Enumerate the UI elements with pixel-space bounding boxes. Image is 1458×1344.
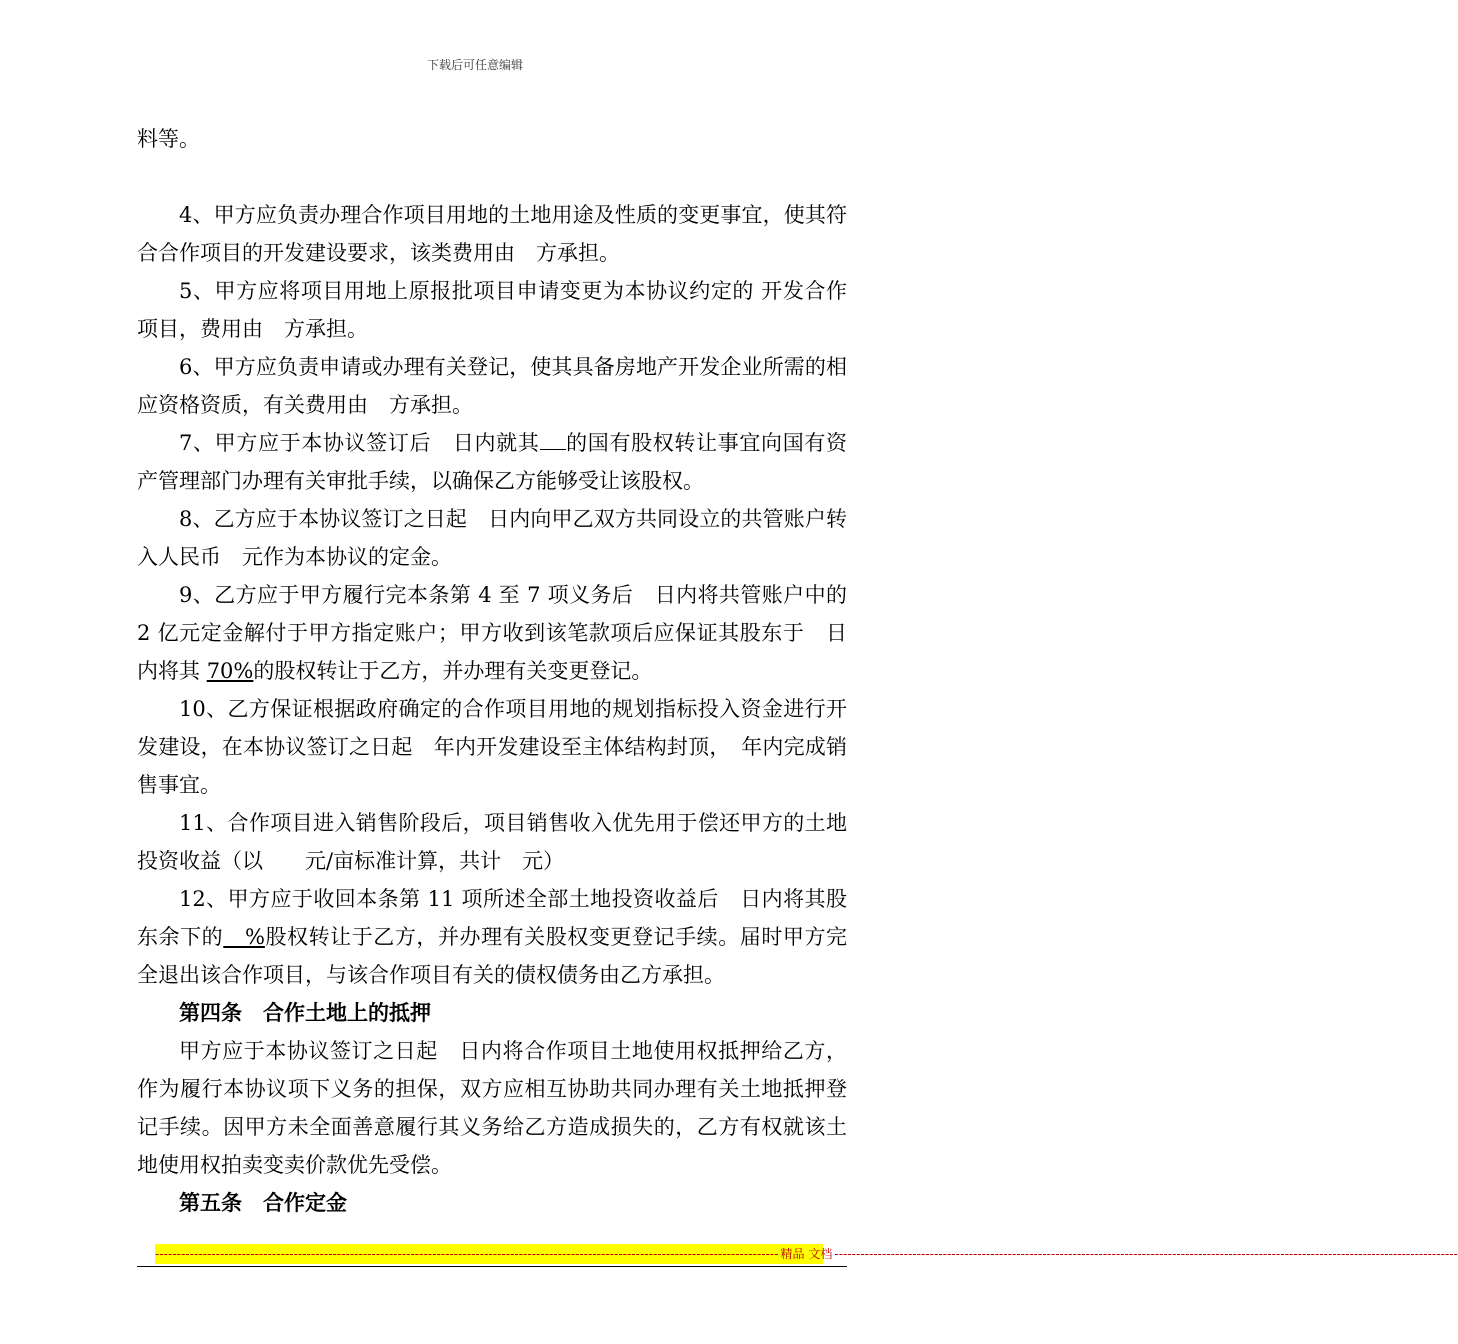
clause-item-11: 11、合作项目进入销售阶段后，项目销售收入优先用于偿还甲方的土地投资收益（以 元/亩标准计算，共计 元） (137, 811, 847, 873)
clause-item-5: 5、甲方应将项目用地上原报批项目申请变更为本协议约定的 开发合作项目，费用由 方承担。 (137, 279, 847, 341)
footer-label: 精品 文档 (780, 1247, 833, 1261)
clause-item-4: 4、甲方应负责办理合作项目用地的土地用途及性质的变更事宜，使其符合合作项目的开发建设要求，该类费用由 方承担。 (137, 203, 847, 265)
footer-banner (155, 1244, 1458, 1264)
clause-item-9 (137, 576, 847, 690)
paragraph-gap (137, 158, 847, 196)
clause-item-9-part-a: 9、乙方应于甲方履行完本条第 4 至 7 项义务后 日内将共管账户中的 2 亿元定金解付于甲方指定账户；甲方收到该笔款项后应保证其股东于 日内将其 (137, 583, 847, 683)
article-5-heading: 第五条 合作定金 (179, 1190, 347, 1215)
page-header-note: 下载后可任意编辑 (426, 58, 523, 72)
article-4-heading: 第四条 合作土地上的抵押 (179, 1000, 431, 1025)
clause-item-10: 10、乙方保证根据政府确定的合作项目用地的规划指标投入资金进行开发建设，在本协议签订之日起 年内开发建设至主体结构封顶， 年内完成销售事宜。 (137, 697, 847, 797)
footer-dash-right: ------------------------------------------------------------------------------------------------------------------------------------------------ (834, 1247, 1458, 1261)
clause-item-12-part-a: 12、甲方应于收回本条第 11 项所述全部土地投资收益后 日内将其股东余下的 (137, 887, 847, 949)
clause-item-6: 6、甲方应负责申请或办理有关登记，使其具备房地产开发企业所需的相应资格资质，有关费用由 方承担。 (137, 355, 847, 417)
article-4-text: 甲方应于本协议签订之日起 日内将合作项目土地使用权抵押给乙方，作为履行本协议项下义务的担保，双方应相互协助共同办理有关土地抵押登记手续。因甲方未全面善意履行其义务给乙方造成损失的，乙方有权就该土地使用权拍卖变卖价款优先受偿。 (137, 1039, 847, 1177)
clause-item-7-part-b: 的国有股权转让事宜向国有资产管理部门办理有关审批手续，以确保乙方能够受让该股权。 (137, 431, 848, 493)
clause-item-8: 8、乙方应于本协议签订之日起 日内向甲乙双方共同设立的共管账户转入人民币 元作为本协议的定金。 (137, 507, 847, 569)
clause-item-12-part-b: 股权转让于乙方，并办理有关股权变更登记手续。届时甲方完全退出该合作项目，与该合作项目有关的债权债务由乙方承担。 (137, 925, 848, 987)
paragraph-continuation: 料等。 (137, 127, 200, 151)
footer-rule (137, 1266, 847, 1267)
underline-blank (540, 427, 566, 450)
clause-item-12 (137, 880, 847, 994)
remaining-share-percentage (223, 925, 265, 949)
clause-item-9-part-b: 的股权转让于乙方，并办理有关变更登记。 (253, 659, 653, 683)
document-body (137, 120, 847, 1222)
percent-sign: % (244, 925, 265, 949)
footer-dash-left: ------------------------------------------------------------------------------------------------------------------------------------------------ (155, 1247, 779, 1261)
clause-item-7-part-a: 7、甲方应于本协议签订后 日内就其 (179, 431, 540, 455)
clause-item-7 (137, 424, 847, 500)
share-percentage: 70% (206, 659, 254, 683)
